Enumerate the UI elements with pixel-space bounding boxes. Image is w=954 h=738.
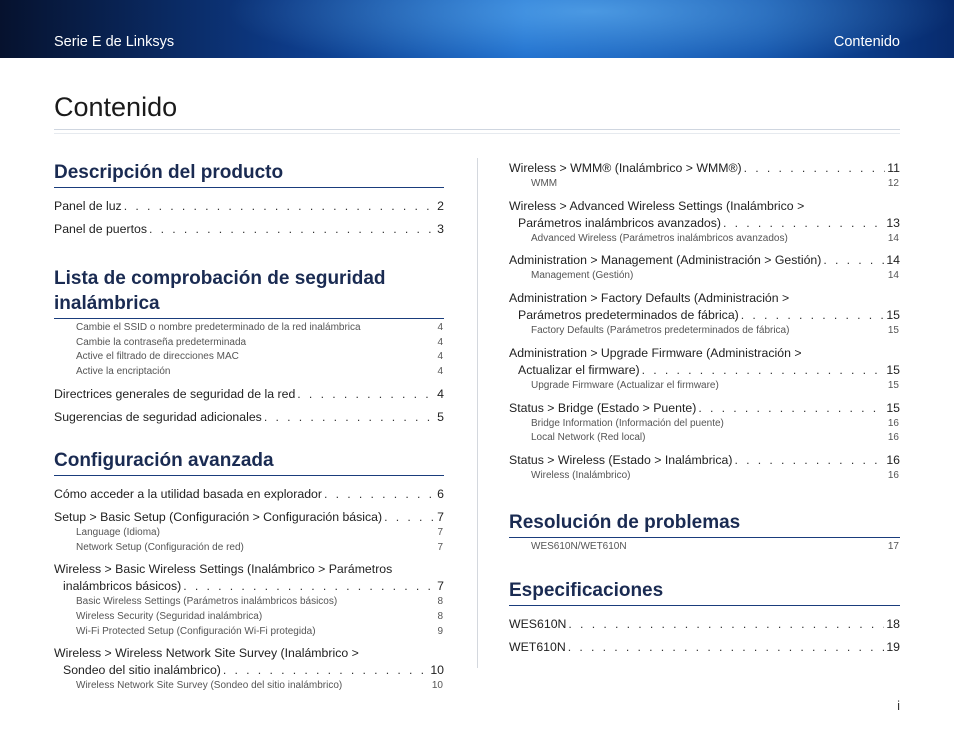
toc-subentry[interactable]: Language (Idioma) 7 <box>76 526 443 538</box>
header-section-name: Contenido <box>833 34 900 50</box>
toc-entry-continuation[interactable]: Actualizar el firmware) . . . 15 <box>509 362 900 379</box>
toc-subentry[interactable]: Local Network (Red local) 16 <box>531 432 899 444</box>
toc-entry[interactable]: Wireless > WMM® (Inalámbrico > WMM®) . . . 11 <box>509 160 900 177</box>
header-product-name: Serie E de Linksys <box>54 34 175 50</box>
toc-subentry[interactable]: Management (Gestión) 14 <box>531 270 899 282</box>
toc-right-column <box>509 160 900 656</box>
toc-subentry[interactable]: Active la encriptación 4 <box>76 366 443 378</box>
toc-subentry[interactable]: Cambie el SSID o nombre predeterminado de la red inalámbrica 4 <box>76 322 443 333</box>
toc-subentry[interactable]: Wireless (Inalámbrico) 16 <box>531 469 899 481</box>
toc-subentry[interactable]: Advanced Wireless (Parámetros inalámbricos avanzados) 14 <box>531 232 899 244</box>
toc-entry[interactable]: Administration > Factory Defaults (Administración > <box>509 291 790 306</box>
toc-entry[interactable]: WES610N . . . 18 <box>509 616 900 633</box>
section-rule <box>54 475 444 476</box>
title-divider <box>54 129 900 130</box>
toc-left-column <box>54 160 444 694</box>
toc-subentry[interactable]: WES610N/WET610N 17 <box>531 540 899 552</box>
toc-subentry[interactable]: Active el filtrado de direcciones MAC 4 <box>76 351 443 363</box>
toc-entry[interactable]: Panel de luz . . . 2 <box>54 198 444 215</box>
toc-entry[interactable]: WET610N . . . 19 <box>509 639 900 656</box>
toc-subentry[interactable]: WMM 12 <box>531 178 899 189</box>
toc-subentry[interactable]: Cambie la contraseña predeterminada 4 <box>76 336 443 348</box>
toc-subentry[interactable]: Bridge Information (Información del puente) 16 <box>531 417 899 429</box>
section-heading-especificaciones: Especificaciones <box>509 580 664 602</box>
toc-subentry[interactable]: Network Setup (Configuración de red) 7 <box>76 541 443 553</box>
toc-entry[interactable]: Wireless > Basic Wireless Settings (Inalámbrico > Parámetros <box>54 562 393 577</box>
toc-entry[interactable]: Panel de puertos . . . 3 <box>54 221 444 238</box>
toc-entry[interactable]: Cómo acceder a la utilidad basada en explorador . . . 6 <box>54 486 444 503</box>
toc-entry-continuation[interactable]: Sondeo del sitio inalámbrico) . . . 10 <box>54 662 444 679</box>
section-rule <box>54 187 444 188</box>
toc-entry[interactable]: Administration > Upgrade Firmware (Administración > <box>509 345 802 360</box>
toc-entry[interactable]: Directrices generales de seguridad de la red . . . 4 <box>54 386 444 403</box>
toc-entry-continuation[interactable]: inalámbricos básicos) . . . 7 <box>54 578 444 595</box>
title-divider-secondary <box>54 133 900 134</box>
section-rule <box>509 537 900 538</box>
toc-entry[interactable]: Wireless > Wireless Network Site Survey (Inalámbrico > <box>54 646 359 661</box>
toc-entry[interactable]: Status > Wireless (Estado > Inalámbrica) . . . 16 <box>509 452 900 469</box>
toc-entry[interactable]: Setup > Basic Setup (Configuración > Configuración básica) . . . 7 <box>54 509 444 526</box>
toc-subentry[interactable]: Upgrade Firmware (Actualizar el firmware) 15 <box>531 379 899 391</box>
toc-entry[interactable]: Sugerencias de seguridad adicionales . . . 5 <box>54 409 444 426</box>
toc-subentry[interactable]: Basic Wireless Settings (Parámetros inalámbricos básicos) 8 <box>76 596 443 608</box>
toc-subentry[interactable]: Wi-Fi Protected Setup (Configuración Wi-Fi protegida) 9 <box>76 625 443 637</box>
toc-entry[interactable]: Wireless > Advanced Wireless Settings (Inalámbrico > <box>509 198 805 213</box>
section-heading-descripcion: Descripción del producto <box>54 162 284 183</box>
toc-subentry[interactable]: Wireless Network Site Survey (Sondeo del sitio inalámbrico) 10 <box>76 680 443 692</box>
header-banner <box>0 0 954 58</box>
section-rule <box>54 318 444 319</box>
section-heading-configuracion: Configuración avanzada <box>54 449 274 471</box>
section-heading-resolucion: Resolución de problemas <box>509 511 741 533</box>
toc-entry[interactable]: Status > Bridge (Estado > Puente) . . . 15 <box>509 400 900 417</box>
toc-subentry[interactable]: Factory Defaults (Parámetros predeterminados de fábrica) 15 <box>531 325 899 337</box>
toc-entry[interactable]: Administration > Management (Administración > Gestión) . . . 14 <box>509 252 900 269</box>
page-title: Contenido <box>54 92 178 122</box>
page-number: i <box>897 698 900 713</box>
column-divider <box>477 158 478 668</box>
toc-subentry[interactable]: Wireless Security (Seguridad inalámbrica) 8 <box>76 610 443 622</box>
section-rule <box>509 605 900 606</box>
toc-entry-continuation[interactable]: Parámetros predeterminados de fábrica) . . . 15 <box>509 307 900 324</box>
section-heading-seguridad: Lista de comprobación de seguridad inalámbrica <box>54 268 386 314</box>
toc-entry-continuation[interactable]: Parámetros inalámbricos avanzados) . . . 13 <box>509 215 900 232</box>
